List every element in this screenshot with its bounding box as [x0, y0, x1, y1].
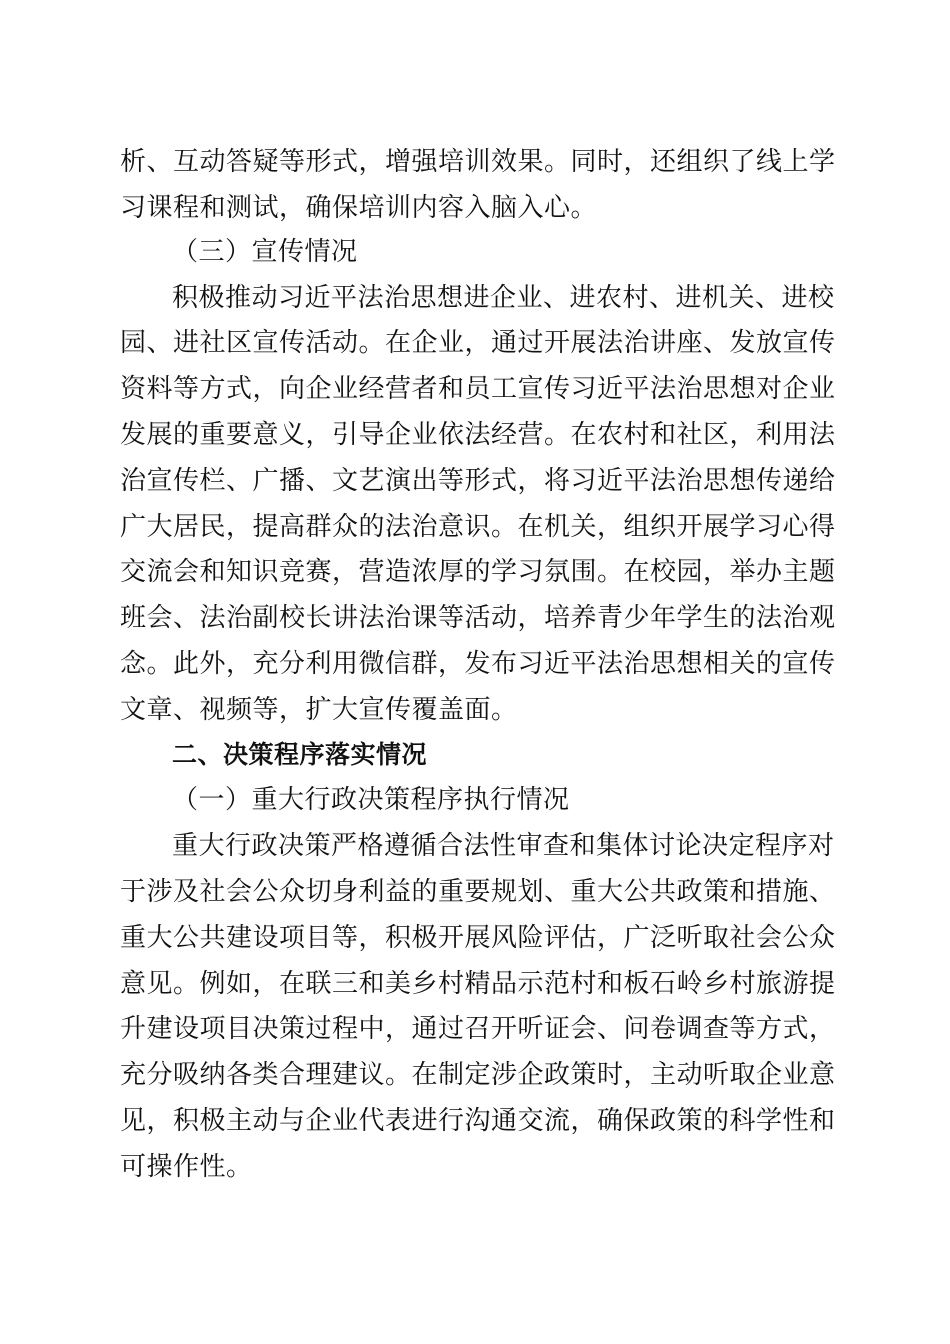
- section-heading: 二、决策程序落实情况: [172, 740, 428, 769]
- subheading-publicity: （三）宣传情况: [172, 237, 358, 267]
- paragraph-line: 充分吸纳各类合理建议。在制定涉企政策时，主动听取企业意: [120, 1060, 836, 1090]
- paragraph-line: 念。此外，充分利用微信群，发布习近平法治思想相关的宣传: [120, 649, 836, 679]
- paragraph-line: 见，积极主动与企业代表进行沟通交流，确保政策的科学性和: [120, 1106, 836, 1136]
- paragraph-line: 积极推动习近平法治思想进企业、进农村、进机关、进校: [172, 283, 835, 313]
- paragraph-line: 班会、法治副校长讲法治课等活动，培养青少年学生的法治观: [120, 603, 836, 633]
- paragraph-line: 重大行政决策严格遵循合法性审查和集体讨论决定程序对: [172, 831, 835, 861]
- paragraph-line: 文章、视频等，扩大宣传覆盖面。: [120, 695, 518, 725]
- paragraph-line: 发展的重要意义，引导企业依法经营。在农村和社区，利用法: [120, 420, 836, 450]
- paragraph-line: 资料等方式，向企业经营者和员工宣传习近平法治思想对企业: [120, 374, 836, 404]
- paragraph-line: 广大居民，提高群众的法治意识。在机关，组织开展学习心得: [120, 512, 836, 542]
- paragraph-line: 可操作性。: [120, 1152, 253, 1182]
- paragraph-line: 重大公共建设项目等，积极开展风险评估，广泛听取社会公众: [120, 923, 836, 953]
- paragraph-line: 园、进社区宣传活动。在企业，通过开展法治讲座、发放宣传: [120, 328, 836, 358]
- subheading-decision: （一）重大行政决策程序执行情况: [172, 785, 570, 815]
- paragraph-line: 于涉及社会公众切身利益的重要规划、重大公共政策和措施、: [120, 877, 836, 907]
- paragraph-line: 意见。例如，在联三和美乡村精品示范村和板石岭乡村旅游提: [120, 969, 836, 999]
- paragraph-line: 交流会和知识竞赛，营造浓厚的学习氛围。在校园，举办主题: [120, 557, 836, 587]
- paragraph-line: 治宣传栏、广播、文艺演出等形式，将习近平法治思想传递给: [120, 466, 836, 496]
- paragraph-line: 析、互动答疑等形式，增强培训效果。同时，还组织了线上学: [120, 147, 836, 177]
- paragraph-line: 习课程和测试，确保培训内容入脑入心。: [120, 193, 598, 223]
- paragraph-line: 升建设项目决策过程中，通过召开听证会、问卷调查等方式，: [120, 1014, 836, 1044]
